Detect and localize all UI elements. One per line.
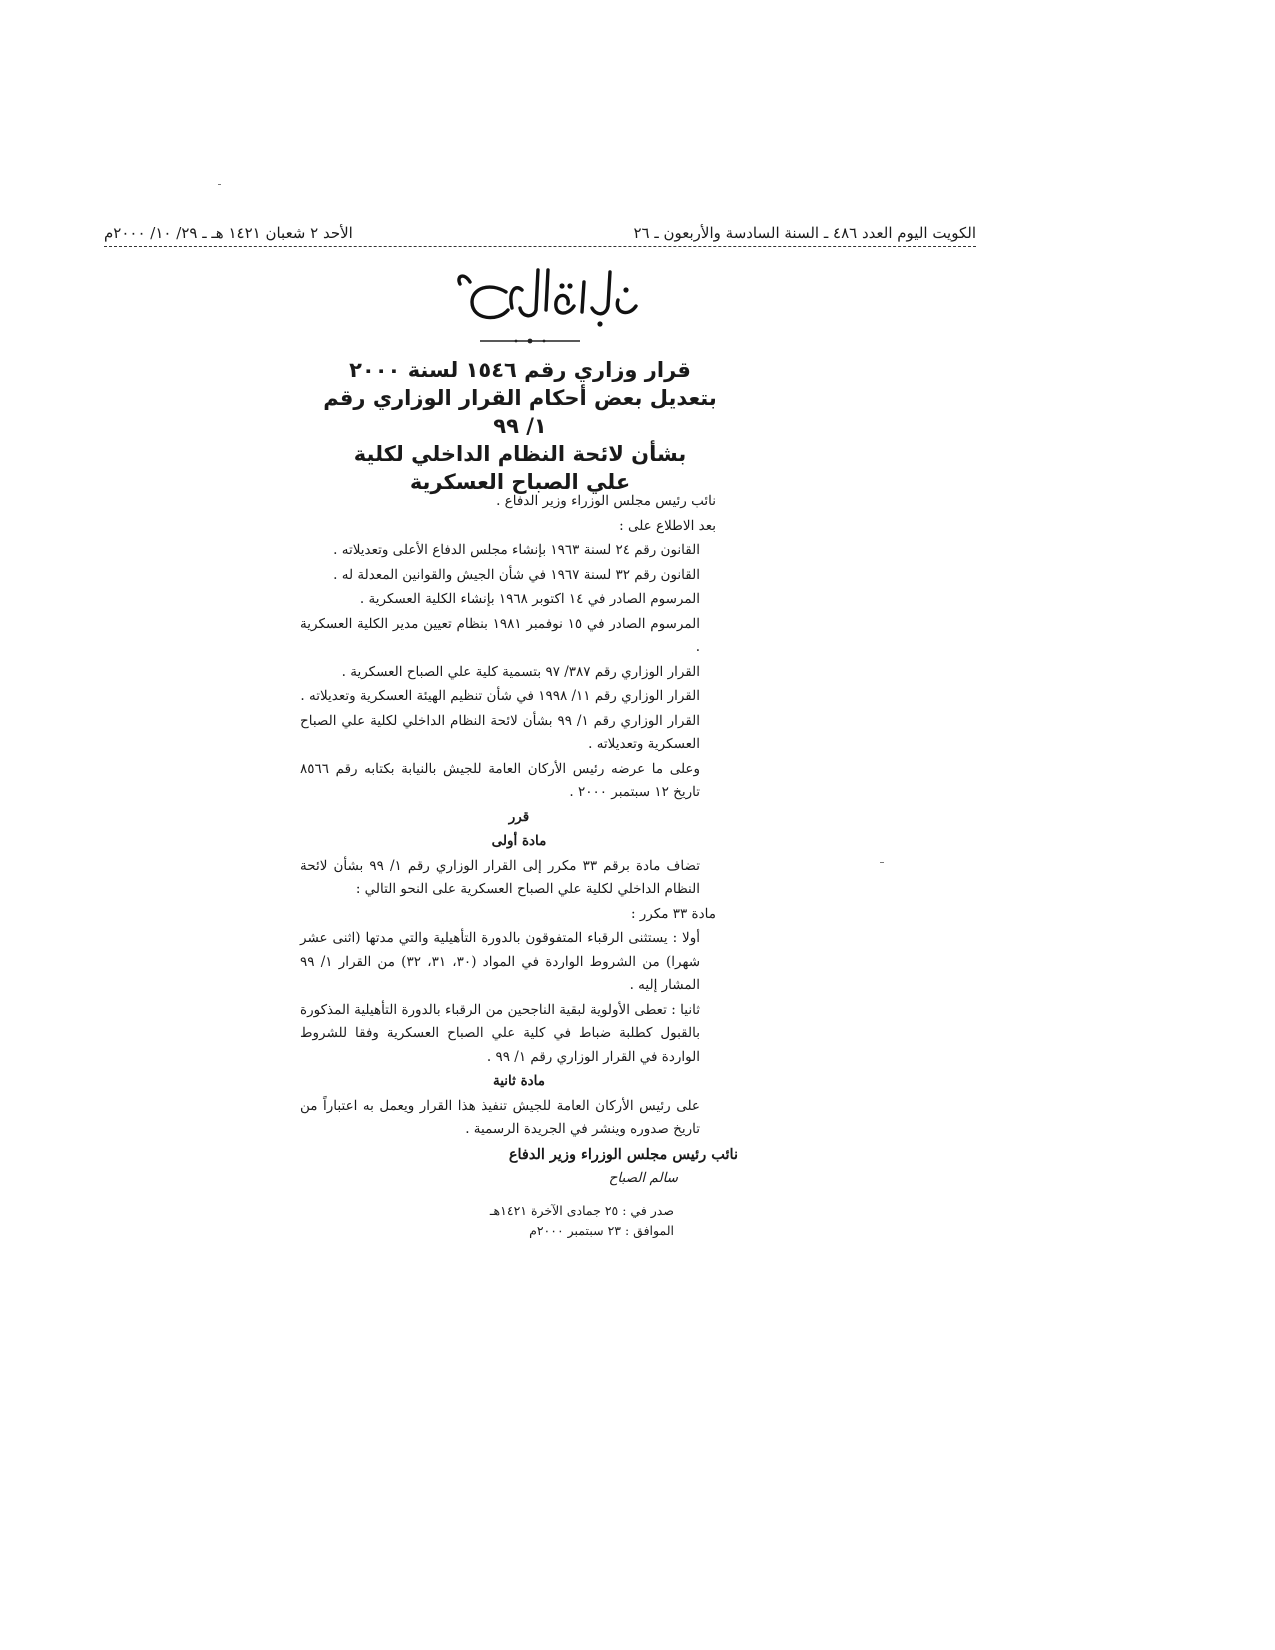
article-2-text: على رئيس الأركان العامة للجيش تنفيذ هذا القرار ويعمل به اعتباراً من تاريخ صدوره وينشر في الجريدة الرسمية . bbox=[300, 1097, 700, 1137]
after-review-line: بعد الاطلاع على : bbox=[619, 517, 716, 534]
issued-date: صدر في : ٢٥ جمادى الآخرة ١٤٢١هـ bbox=[489, 1202, 674, 1218]
reference-item: المرسوم الصادر في ١٤ اكتوبر ١٩٦٨ بإنشاء الكلية العسكرية . bbox=[359, 591, 700, 607]
article-33-bis-heading: مادة ٣٣ مكرر : bbox=[630, 905, 716, 922]
signatory-name: سالم الصباح bbox=[608, 1170, 678, 1186]
reference-item: المرسوم الصادر في ١٥ نوفمبر ١٩٨١ بنظام تعيين مدير الكلية العسكرية . bbox=[300, 615, 700, 655]
ministry-logo bbox=[450, 262, 650, 336]
decree-body bbox=[300, 490, 738, 1241]
issuer-line: نائب رئيس مجلس الوزراء وزير الدفاع . bbox=[496, 493, 716, 509]
reference-item: وعلى ما عرضه رئيس الأركان العامة للجيش بالنيابة بكتابه رقم ٨٥٦٦ تاريخ ١٢ سبتمبر ٢٠٠٠ . bbox=[300, 760, 700, 800]
scan-speck bbox=[218, 184, 221, 185]
title-line-1: قرار وزاري رقم ١٥٤٦ لسنة ٢٠٠٠ bbox=[349, 358, 691, 382]
gazette-header bbox=[104, 224, 976, 246]
article-1-second-clause: ثانيا : تعطى الأولوية لبقية الناجحين من الرقباء بالدورة التأهيلية المذكورة بالقبول كطلبة ضباط في كلية علي الصباح العسكرية وفقا للشروط الواردة في القرار الوزاري رقم ١/ ٩٩ . bbox=[300, 1001, 700, 1065]
reference-item: القرار الوزاري رقم ١١/ ١٩٩٨ في شأن تنظيم الهيئة العسكرية وتعديلاته . bbox=[300, 688, 700, 704]
title-line-4: علي الصباح العسكرية bbox=[409, 470, 631, 494]
title-line-3: بشأن لائحة النظام الداخلي لكلية bbox=[353, 442, 687, 466]
reference-item: القرار الوزاري رقم ٣٨٧/ ٩٧ بتسمية كلية علي الصباح العسكرية . bbox=[341, 663, 700, 680]
scan-speck bbox=[880, 862, 884, 863]
title-line-2: بتعديل بعض أحكام القرار الوزاري رقم ١/ ٩٩ bbox=[323, 386, 717, 438]
article-1-first-clause: أولا : يستثنى الرقباء المتفوقون بالدورة التأهيلية والتي مدتها (اثنى عشر شهرا) من الشروط الواردة في المواد (٣٠، ٣١، ٣٢) من القرار ١/ ٩٩ المشار إليه . bbox=[300, 930, 701, 993]
calligraphy-logo-image bbox=[450, 262, 650, 336]
reference-item: القانون رقم ٣٢ لسنة ١٩٦٧ في شأن الجيش والقوانين المعدلة له . bbox=[333, 566, 700, 583]
issue-dates bbox=[300, 1201, 738, 1241]
reference-item: القرار الوزاري رقم ١/ ٩٩ بشأن لائحة النظام الداخلي لكلية علي الصباح العسكرية وتعديلاته . bbox=[300, 712, 701, 752]
decided-heading: قرر bbox=[508, 808, 530, 825]
corresponding-date: الموافق : ٢٣ سبتمبر ٢٠٠٠م bbox=[529, 1222, 674, 1238]
decree-title-block bbox=[320, 356, 720, 496]
header-divider bbox=[104, 246, 976, 247]
article-1-heading: مادة أولى bbox=[491, 833, 547, 849]
issue-info: الكويت اليوم العدد ٤٨٦ ـ السنة السادسة والأربعون ـ ٢٦ bbox=[633, 224, 976, 242]
signatory-title: نائب رئيس مجلس الوزراء وزير الدفاع bbox=[508, 1145, 738, 1163]
article-2-heading: مادة ثانية bbox=[492, 1073, 546, 1089]
ornamental-rule bbox=[480, 338, 580, 344]
reference-item: القانون رقم ٢٤ لسنة ١٩٦٣ بإنشاء مجلس الدفاع الأعلى وتعديلاته . bbox=[333, 542, 700, 558]
date-info: الأحد ٢ شعبان ١٤٢١ هـ ـ ٢٩/ ١٠/ ٢٠٠٠م bbox=[104, 224, 353, 242]
article-1-intro: تضاف مادة برقم ٣٣ مكرر إلى القرار الوزاري رقم ١/ ٩٩ بشأن لائحة النظام الداخلي لكلية علي الصباح العسكرية على النحو التالي : bbox=[300, 857, 700, 897]
